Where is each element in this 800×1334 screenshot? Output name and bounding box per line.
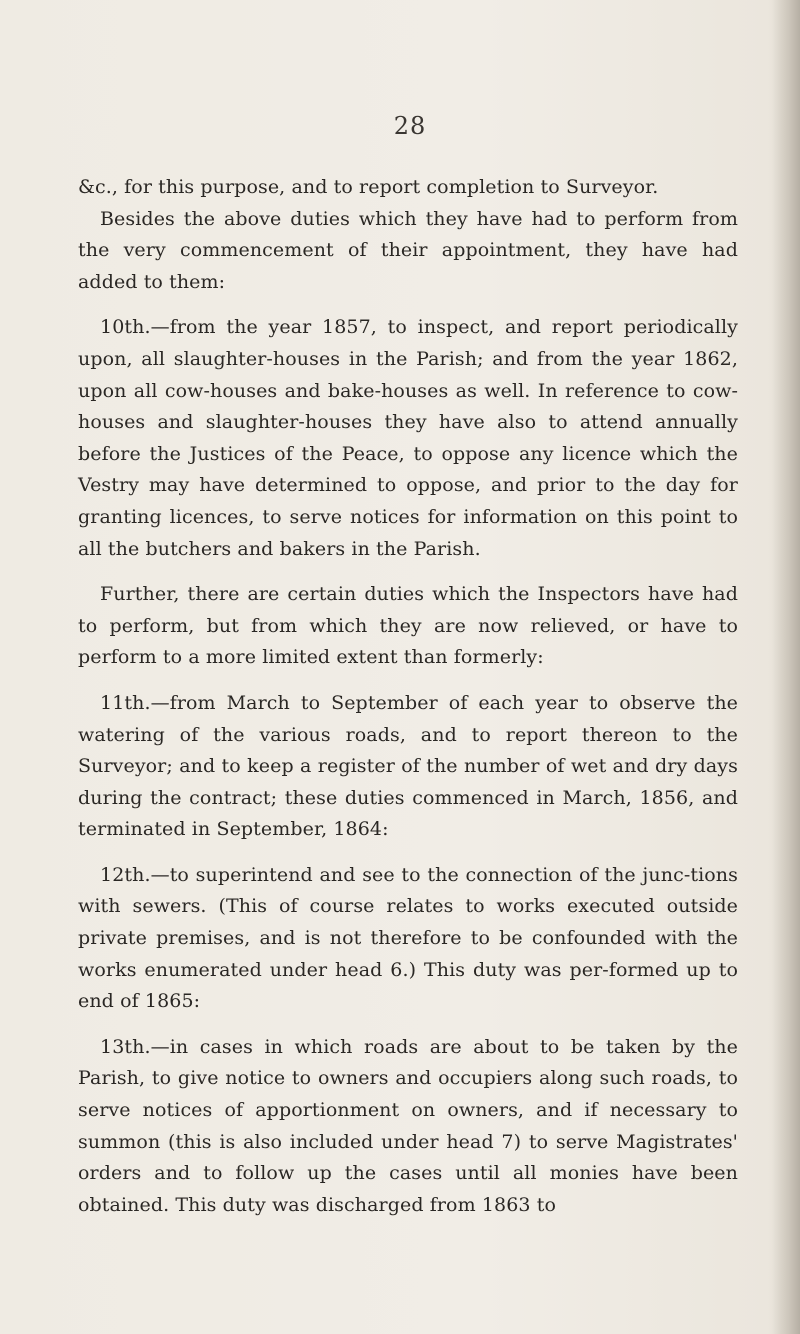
- paragraph-continuation: &c., for this purpose, and to report completion to Surveyor.: [78, 176, 659, 198]
- paragraph-13th-duty: 13th.—in cases in which roads are about to be taken by the Parish, to give notice to owners and occupiers along such roads, to serve notices of apportionment on owners, and if necessary to summon (this is also included under head 7) to serve Magistrates' orders and to follow up the cases until all monies have been obtained. This duty was discharged from 1863 to: [78, 1035, 738, 1216]
- paragraph-11th-duty: 11th.—from March to September of each year to observe the watering of the various roads, and to report thereon to the Surveyor; and to keep a register of the number of wet and dry days during the contract; these duties commenced in March, 1856, and terminated in September, 1864:: [78, 691, 738, 841]
- paragraph-further-duties: Further, there are certain duties which the Inspectors have had to perform, but from which they are now relieved, or have to perform to a more limited extent than formerly:: [78, 583, 738, 669]
- body-text: [78, 172, 738, 1235]
- paragraph-besides-duties: Besides the above duties which they have had to perform from the very commencement of their appointment, they have had added to them:: [78, 207, 738, 293]
- paragraph-12th-duty: 12th.—to superintend and see to the connection of the junc-tions with sewers. (This of course relates to works executed outside private premises, and is not therefore to be confounded with the works enumerated under head 6.) This duty was per-formed up to end of 1865:: [78, 863, 738, 1013]
- page-edge-shadow: [772, 0, 800, 1334]
- paragraph-10th-duty: 10th.—from the year 1857, to inspect, and report periodically upon, all slaughter-houses in the Parish; and from the year 1862, upon all cow-houses and bake-houses as well. In reference to cow-houses and slaughter-houses they have also to attend annually before the Justices of the Peace, to oppose any licence which the Vestry may have determined to oppose, and prior to the day for granting licences, to serve notices for information on this point to all the butchers and bakers in the Parish.: [78, 316, 738, 560]
- page-number: 28: [393, 112, 427, 140]
